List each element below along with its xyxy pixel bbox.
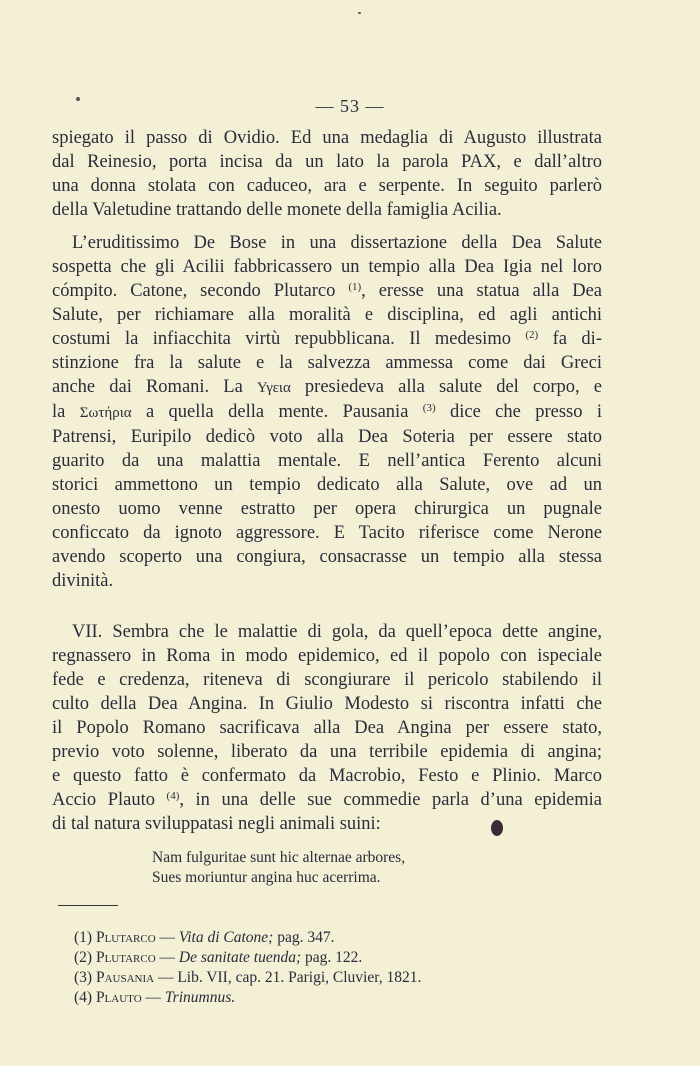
footnote-ref: (4) (166, 790, 180, 802)
page-number: — 53 — (315, 96, 385, 116)
text-line: costumi la infiacchita virtù repubblicana. Il medesimo $^{(2)}$ fa di- (52, 329, 602, 349)
text-line: VII. Sembra che le malattie di gola, da quell’epoca dette angine, (72, 622, 602, 642)
text-line: dal Reinesio, porta incisa da un lato la parola PAX, e dall’altro (52, 152, 602, 172)
ink-blot (491, 820, 503, 836)
verse-line: Sues moriuntur angina huc acerrima. (152, 869, 381, 886)
footnotes (74, 928, 421, 1008)
text-line: Patrensi, Euripilo dedicò voto alla Dea Soteria per essere stato (52, 427, 602, 447)
text-line: anche dai Romani. La Υγεια presiedeva alla salute del corpo, e (52, 377, 603, 397)
text-line: e questo fatto è confermato da Macrobio, Festo e Plinio. Marco (52, 766, 602, 786)
text-line: spiegato il passo di Ovidio. Ed una medaglia di Augusto illustrata (52, 128, 602, 148)
footnote: (3) Pausania — Lib. VII, cap. 21. Parigi, Cluvier, 1821. (74, 969, 422, 986)
paragraph-3 (52, 620, 602, 836)
text-line: stinzione fra la salute e la salvezza ammessa come dai Greci (52, 353, 602, 373)
text-line: guarito da una malattia mentale. E nell’antica Ferento alcuni (52, 451, 602, 471)
text-line: previo voto solenne, liberato da una terribile epidemia di angina; (52, 742, 602, 762)
text-line: conficcato da ignoto aggressore. E Tacito riferisce come Nerone (52, 523, 602, 543)
text-line: Salute, per richiamare alla moralità e disciplina, ed agli antichi (52, 305, 602, 325)
text-line: sospetta che gli Acilii fabbricassero un tempio alla Dea Igia nel loro (52, 257, 602, 277)
text-line: il Popolo Romano sacrificava alla Dea Angina per essere stato, (52, 718, 602, 738)
footnote-ref: (2) (525, 329, 539, 341)
footnote-ref: (1) (348, 281, 362, 293)
footnote-divider (58, 905, 118, 906)
text-line: una donna stolata con caduceo, ara e serpente. In seguito parlerò (52, 176, 602, 196)
greek-word: Υγεια (256, 380, 291, 396)
text-line: fede e credenza, riteneva di scongiurare il pericolo stabilendo il (52, 670, 602, 690)
text-line: la Σωτήρια a quella della mente. Pausania $^{(3)}$ dice che presso i (52, 402, 602, 422)
verse-quote (152, 848, 405, 888)
paragraph-1 (52, 126, 602, 222)
text-line: regnassero in Roma in modo epidemico, ed il popolo con ispeciale (52, 646, 602, 666)
footnote: (2) Plutarco — De sanitate tuenda; pag. 122. (74, 949, 363, 966)
text-line: onesto uomo venne estratto per opera chirurgica un pugnale (52, 499, 602, 519)
paragraph-2 (52, 231, 602, 593)
text-line: L’eruditissimo De Bose in una dissertazione della Dea Salute (72, 233, 602, 253)
text-line: storici ammettono un tempio dedicato alla Salute, ove ad un (52, 475, 602, 495)
footnote: (4) Plauto — Trinumnus. (74, 989, 236, 1006)
verse-line: Nam fulguritae sunt hic alternae arbores, (152, 849, 406, 866)
text-line: Accio Plauto $^{(4)}$, in una delle sue commedie parla d’una epidemia (52, 790, 603, 810)
text-line: avendo scoperto una congiura, consacrasse un tempio alla stessa (52, 547, 602, 567)
text-line: cómpito. Catone, secondo Plutarco $^{(1)}$, eresse una statua alla Dea (52, 281, 602, 301)
text-line: di tal natura sviluppatasi negli animali suini: (52, 814, 381, 834)
footnote-ref: (3) (422, 402, 436, 414)
text-line: divinità. (52, 571, 114, 591)
text-line: culto della Dea Angina. In Giulio Modesto si riscontra infatti che (52, 694, 602, 714)
speck (358, 12, 361, 14)
footnote: (1) Plutarco — Vita di Catone; pag. 347. (74, 929, 335, 946)
text-line: della Valetudine trattando delle monete della famiglia Acilia. (52, 200, 502, 220)
greek-word: Σωτήρια (79, 405, 132, 421)
